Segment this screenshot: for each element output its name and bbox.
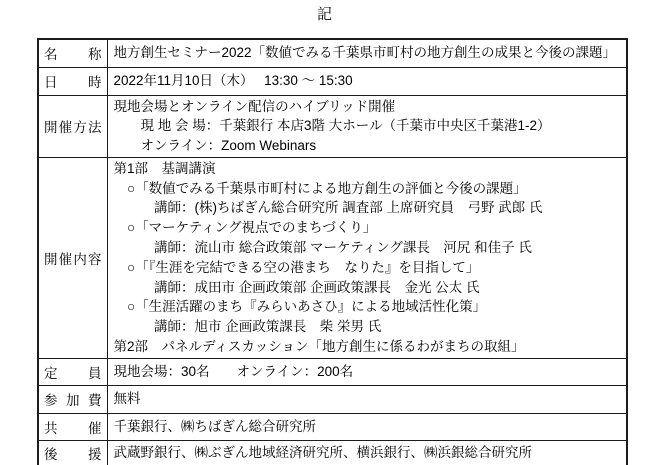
content-line: オンライン：Zoom Webinars: [113, 138, 317, 154]
content-line: 千葉銀行、㈱ちばぎん総合研究所: [113, 418, 316, 434]
content-line: 無料: [113, 391, 141, 407]
row-content-method: [107, 95, 627, 157]
content-line: 第1部 基調講演: [113, 160, 216, 176]
row-content-capacity: [107, 358, 627, 385]
content-line: 第2部 パネルディスカッション「地方創生に係るわがまちの取組」: [113, 339, 525, 355]
content-line: 講師：成田市 企画政策部 企画政策課長 金光 公太 氏: [113, 279, 480, 295]
content-line: 現 地 会 場：千葉銀行 本店3階 大ホール（千葉市中央区千葉港1-2）: [113, 118, 551, 134]
table-row-capacity: [38, 358, 627, 385]
content-line: 現地会場とオンライン配信のハイブリッド開催: [113, 98, 396, 114]
content-line: 講師：流山市 総合政策部 マーケティング課長 河尻 和佳子 氏: [113, 240, 532, 256]
row-label-cohost: 共催: [38, 413, 107, 440]
row-content-support: [107, 440, 627, 465]
row-content-cohost: [107, 413, 627, 440]
content-line: ○「数値でみる千葉県市町村による地方創生の評価と今後の課題」: [113, 180, 527, 196]
row-label-fee: 参加費: [38, 385, 107, 413]
row-label-datetime: 日時: [38, 67, 107, 95]
row-content-datetime: [107, 67, 627, 95]
table-row-program: [38, 157, 627, 358]
table-row-datetime: [38, 67, 627, 95]
document-heading: 記: [316, 6, 333, 23]
row-label-support: 後援: [38, 440, 107, 465]
content-line: ○「マーケティング視点でのまちづくり」: [113, 220, 377, 236]
content-line: 地方創生セミナー2022「数値でみる千葉県市町村の地方創生の成果と今後の課題」: [113, 45, 617, 61]
table-row-support: [38, 440, 627, 465]
content-line: 講師：旭市 企画政策課長 柴 栄男 氏: [113, 319, 382, 335]
row-label-program: 開催内容: [38, 157, 107, 358]
content-line: 武蔵野銀行、㈱ぶぎん地域経済研究所、横浜銀行、㈱浜銀総合研究所: [113, 445, 532, 461]
row-content-program: [107, 157, 627, 358]
seminar-details-table: [37, 38, 628, 465]
table-row-method: [38, 95, 627, 157]
row-label-capacity: 定員: [38, 358, 107, 385]
content-line: ○「生涯活躍のまち『みらいあさひ』による地域活性化策」: [113, 299, 487, 315]
content-line: 現地会場：30名 オンライン：200名: [113, 363, 354, 379]
row-label-method: 開催方法: [38, 95, 107, 157]
row-label-name: 名称: [38, 39, 107, 67]
row-content-name: [107, 39, 627, 67]
content-line: ○「『生涯を完結できる空の港まち なりた』を目指して」: [113, 259, 480, 275]
table-row-name: [38, 39, 627, 67]
row-content-fee: [107, 385, 627, 413]
table-row-cohost: [38, 413, 627, 440]
content-line: 講師：(株)ちばぎん総合研究所 調査部 上席研究員 弓野 武郎 氏: [113, 200, 543, 216]
table-row-fee: [38, 385, 627, 413]
content-line: 2022年11月10日（木） 13:30 ～ 15:30: [113, 73, 353, 89]
